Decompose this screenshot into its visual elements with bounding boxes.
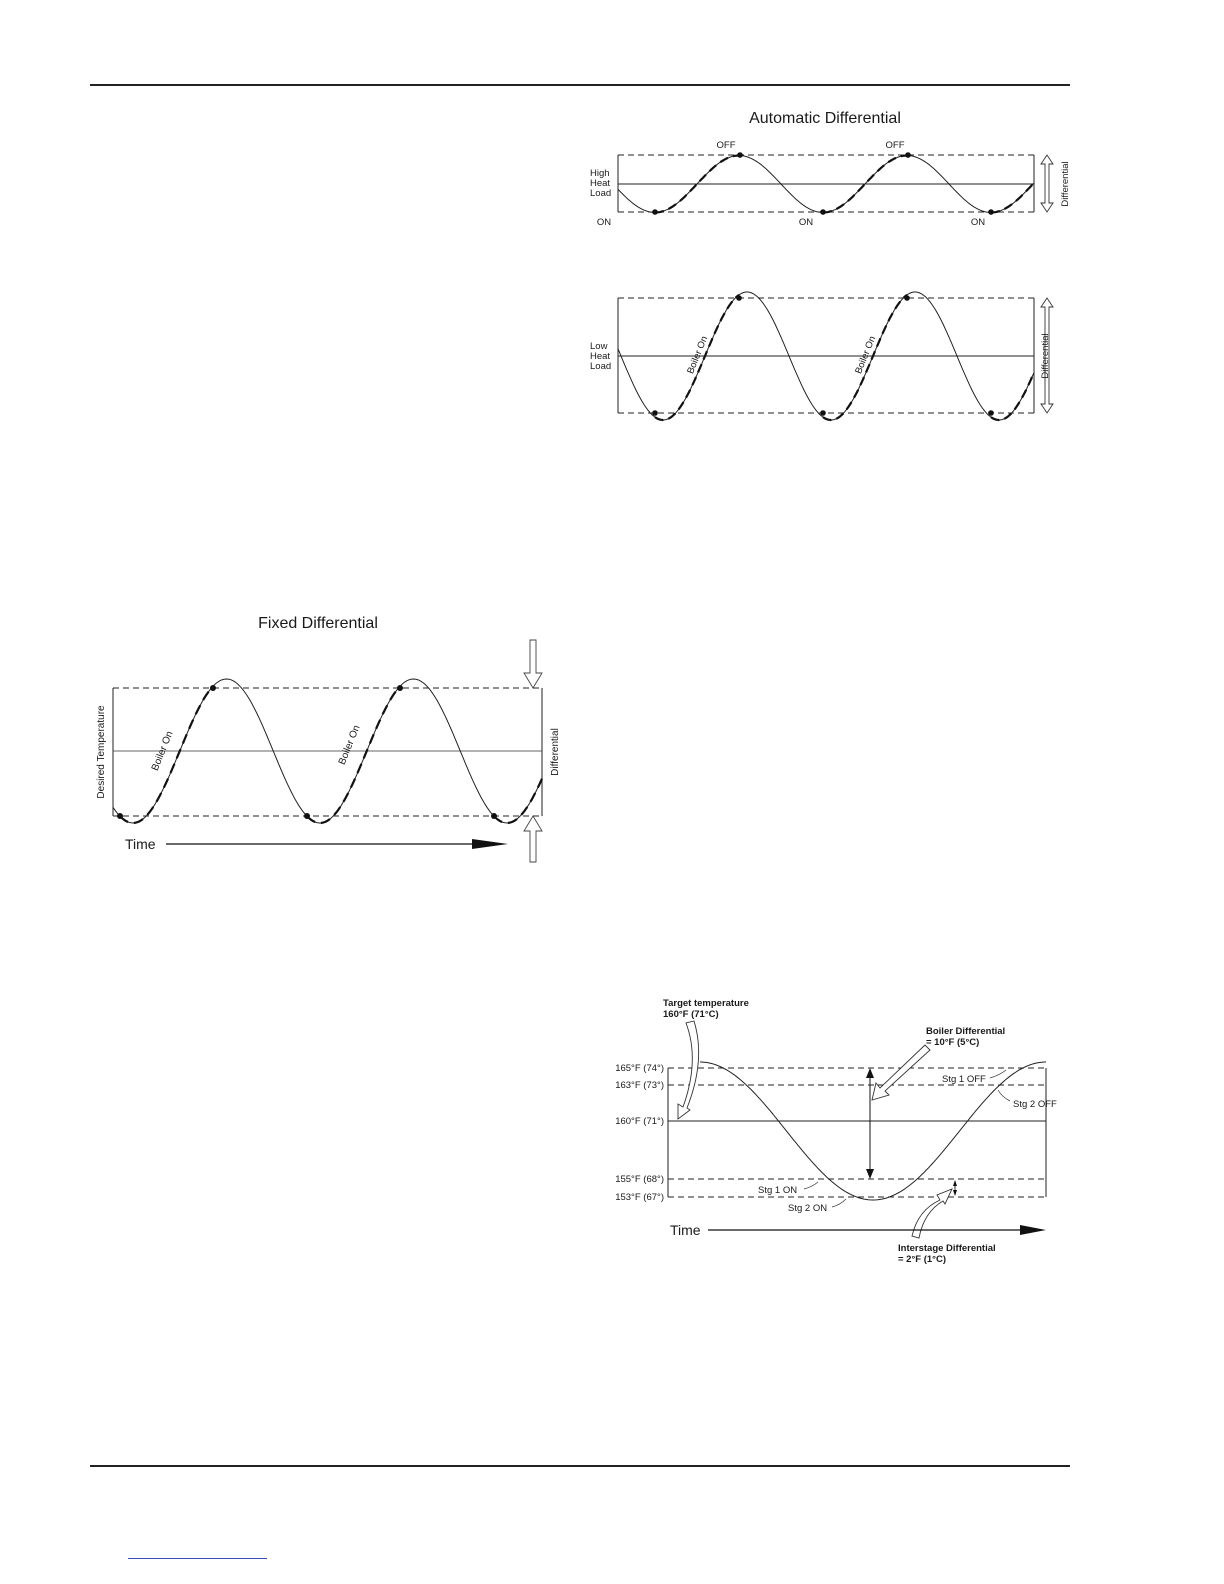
high-boiler-on-segment <box>991 184 1033 213</box>
level-153-label: 153°F (67°) <box>615 1192 664 1203</box>
high-differential-label: Differential <box>1060 161 1071 207</box>
boiler-on-label: Boiler On <box>336 723 363 767</box>
fixed-differential-diagram <box>96 615 561 862</box>
fixed-title: Fixed Differential <box>258 615 378 632</box>
low-differential-label: Differential <box>1040 333 1051 379</box>
level-155-label: 155°F (68°) <box>615 1174 664 1185</box>
target-callout-arrow <box>678 1021 699 1119</box>
fixed-bottom-arrow <box>524 816 542 862</box>
high-load-label-2: Heat <box>590 178 611 189</box>
target-label-2: 160°F (71°C) <box>663 1009 719 1020</box>
on-label: ON <box>798 217 814 228</box>
stg1-on-leader <box>804 1182 818 1189</box>
high-differential-arrow <box>1041 155 1053 212</box>
high-load-label-3: Load <box>590 188 612 199</box>
high-on-point <box>652 209 658 215</box>
interstage-callout-arrow <box>912 1189 952 1238</box>
high-off-point <box>905 152 911 158</box>
fixed-time-arrowhead <box>472 839 508 849</box>
fixed-time-label: Time <box>125 836 156 852</box>
low-load-label-2: Heat <box>590 351 611 362</box>
on-label: ON <box>970 217 986 228</box>
high-on-point <box>820 209 826 215</box>
fixed-top-arrow <box>524 640 542 688</box>
auto-title: Automatic Differential <box>749 110 901 127</box>
boiler-on-label: Boiler On <box>853 334 879 376</box>
boiler-diff-arrow-bottom <box>866 1169 874 1179</box>
interstage-label-2: = 2°F (1°C) <box>898 1254 946 1265</box>
low-off-point <box>736 295 742 301</box>
boiler-diff-callout-arrow <box>872 1045 930 1100</box>
stg2-off-leader <box>998 1090 1010 1101</box>
high-off-point <box>737 152 743 158</box>
fixed-on-point <box>304 813 310 819</box>
fixed-on-point <box>117 813 123 819</box>
staging-diagram <box>615 998 1057 1265</box>
staging-time-label: Time <box>670 1222 701 1238</box>
low-load-panel <box>590 292 1053 420</box>
low-on-point <box>988 410 994 416</box>
stg2-on-leader <box>832 1199 846 1207</box>
off-label: OFF <box>885 140 905 151</box>
stg1-on-label: Stg 1 ON <box>758 1185 798 1196</box>
fixed-on-point <box>491 813 497 819</box>
interstage-arrow-bottom <box>953 1190 957 1196</box>
fixed-ylabel: Desired Temperature <box>96 705 107 799</box>
fixed-boiler-on-segment <box>307 687 399 823</box>
boiler-on-label: Boiler On <box>685 334 711 376</box>
low-on-point <box>820 410 826 416</box>
interstage-arrow-top <box>953 1180 957 1186</box>
high-load-panel <box>590 140 1071 228</box>
interstage-label-1: Interstage Differential <box>898 1243 996 1254</box>
high-on-point <box>988 209 994 215</box>
on-label: ON <box>596 217 612 228</box>
stg1-off-label: Stg 1 OFF <box>942 1074 986 1085</box>
low-load-label-1: Low <box>590 341 608 352</box>
automatic-differential-diagram <box>590 110 1071 420</box>
stg1-off-leader <box>990 1070 1006 1078</box>
boiler-on-label: Boiler On <box>149 729 176 773</box>
target-label-1: Target temperature <box>663 998 749 1009</box>
off-label: OFF <box>716 140 736 151</box>
stg2-off-label: Stg 2 OFF <box>1013 1099 1057 1110</box>
stg2-on-label: Stg 2 ON <box>788 1203 828 1214</box>
boiler-diff-label-1: Boiler Differential <box>926 1026 1006 1037</box>
low-off-point <box>904 295 910 301</box>
level-165-label: 165°F (74°) <box>615 1063 664 1074</box>
level-163-label: 163°F (73°) <box>615 1080 664 1091</box>
low-load-label-3: Load <box>590 361 612 372</box>
fixed-off-point <box>210 685 216 691</box>
low-on-point <box>652 410 658 416</box>
boiler-diff-label-2: = 10°F (5°C) <box>926 1037 980 1048</box>
staging-time-arrowhead <box>1020 1225 1046 1235</box>
high-load-label-1: High <box>590 168 610 179</box>
fixed-off-point <box>397 685 403 691</box>
level-160-label: 160°F (71°) <box>615 1116 664 1127</box>
boiler-diff-arrow-top <box>866 1068 874 1078</box>
fixed-differential-label: Differential <box>550 728 561 776</box>
